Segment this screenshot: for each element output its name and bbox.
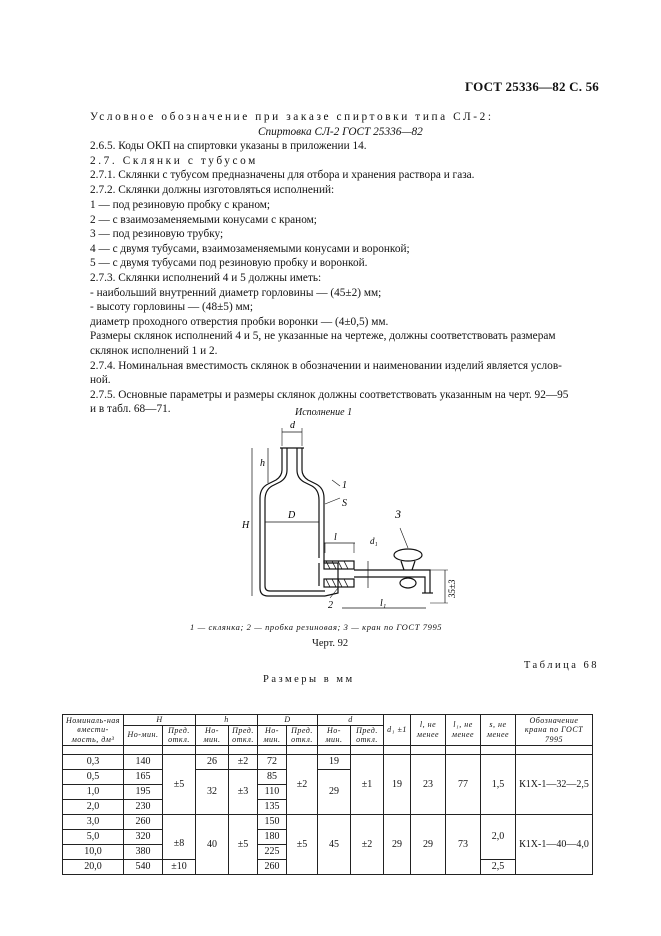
table-cell: ±10 <box>163 859 196 874</box>
table-cell: 380 <box>124 844 163 859</box>
text-line: 3 — под резиновую трубку; <box>90 228 224 241</box>
text-line: 2.6.5. Коды ОКП на спиртовки указаны в приложении 14. <box>90 140 367 153</box>
table-cell <box>318 745 351 754</box>
table-cell: 29 <box>384 814 411 874</box>
table-row <box>63 814 593 829</box>
bottle-outline-right <box>302 448 324 558</box>
th-dev: Пред. откл. <box>163 725 196 745</box>
text-line: 2.7.5. Основные параметры и размеры склянок должны соответствовать указанным на черт. 92—95 <box>90 388 569 401</box>
table-cell: 150 <box>258 814 287 829</box>
table-cell: 2,0 <box>481 814 516 859</box>
text-line: ной. <box>90 374 111 387</box>
table-cell: К1Х-1—40—4,0 <box>516 814 593 874</box>
label-3: 3 <box>395 507 401 521</box>
label-D: D <box>288 510 296 521</box>
table-cell: ±2 <box>351 814 384 874</box>
table-cell <box>446 745 481 754</box>
label-d1: d₁ <box>370 536 378 546</box>
text-line: 2 — с взаимозаменяемыми конусами с краном; <box>90 213 317 226</box>
table-cell: 230 <box>124 799 163 814</box>
text-line: 2.7.1. Склянки с тубусом предназначены для отбора и хранения раствора и газа. <box>90 169 475 182</box>
table-cell: 110 <box>258 784 287 799</box>
table-cell: 0,5 <box>63 769 124 784</box>
th-l: l, не менее <box>411 715 446 746</box>
table-cell: ±2 <box>229 754 258 769</box>
section-heading: 2.7. Склянки с тубусом <box>90 154 258 167</box>
table-cell <box>124 745 163 754</box>
table-cell: 260 <box>124 814 163 829</box>
th-dev: Пред. откл. <box>287 725 318 745</box>
table-cell: 0,3 <box>63 754 124 769</box>
table-cell: 77 <box>446 754 481 814</box>
table-cell: 85 <box>258 769 287 784</box>
table-cell <box>384 745 411 754</box>
page-header: ГОСТ 25336—82 С. 56 <box>465 79 599 94</box>
table-cell: 26 <box>196 754 229 769</box>
th-nom: Но-мин. <box>124 725 163 745</box>
label-s: S <box>342 498 347 509</box>
table-label: Таблица 68 <box>523 660 599 671</box>
table-cell: ±5 <box>163 754 196 814</box>
th-dev: Пред. откл. <box>351 725 384 745</box>
text-line: 2.7.4. Номинальная вместимость склянок в обозначении и наименовании изделий является услов- <box>90 359 562 372</box>
label-1: 1 <box>342 480 347 491</box>
label-d: d <box>290 420 295 431</box>
table-cell: 23 <box>411 754 446 814</box>
text-line: - наибольший внутренний диаметр горловины — (45±2) мм; <box>90 286 382 299</box>
table-cell: 45 <box>318 814 351 874</box>
table-cell: 135 <box>258 799 287 814</box>
table-cell <box>196 745 229 754</box>
table-cell: 3,0 <box>63 814 124 829</box>
table-cell <box>229 745 258 754</box>
table-cell: 1,0 <box>63 784 124 799</box>
text-line: 2.7.3. Склянки исполнений 4 и 5 должны иметь: <box>90 271 322 284</box>
dimensions-table <box>62 714 593 875</box>
th-H: H <box>124 715 196 726</box>
th-h: h <box>196 715 258 726</box>
table-cell: 19 <box>318 754 351 769</box>
table-cell <box>258 745 287 754</box>
th-dev: Пред. откл. <box>229 725 258 745</box>
text-line: 4 — с двумя тубусами, взаимозаменяемыми конусами и воронкой; <box>90 242 410 255</box>
table-cell: 20,0 <box>63 859 124 874</box>
table-cell <box>163 814 196 829</box>
table-cell: 2,0 <box>63 799 124 814</box>
label-l: l <box>334 532 337 543</box>
label-l1: l₁ <box>380 598 387 609</box>
figure-title: Исполнение 1 <box>295 407 353 418</box>
bottle-drawing <box>230 418 490 618</box>
body-text-list <box>90 198 600 417</box>
table-cell: 1,5 <box>481 754 516 814</box>
label-H: H <box>242 520 250 531</box>
figure-caption: Черт. 92 <box>312 638 349 649</box>
table-cell <box>287 745 318 754</box>
text-line: Условное обозначение при заказе спиртовки типа СЛ-2: <box>90 111 494 123</box>
th-crane: Обозначение крана по ГОСТ 7995 <box>516 715 593 746</box>
text-line: 1 — под резиновую пробку с краном; <box>90 199 271 211</box>
th-nom: Но-мин. <box>258 725 287 745</box>
table-cell <box>516 745 593 754</box>
table-cell: 225 <box>258 844 287 859</box>
th-s: s, не менее <box>481 715 516 746</box>
th-D: D <box>258 715 318 726</box>
table-cell: 29 <box>411 814 446 874</box>
table-cell: 10,0 <box>63 844 124 859</box>
text-line: 5 — с двумя тубусами под резиновую пробку и воронкой. <box>90 257 368 270</box>
table-cell: ±3 <box>229 769 258 814</box>
table-cell <box>63 745 124 754</box>
th-nominal: Номиналь-ная вмести-мость, дм³ <box>63 715 124 746</box>
text-line: Размеры склянок исполнений 4 и 5, не указанные на чертеже, должны соответствовать размерам <box>90 330 556 343</box>
th-nom: Но-мин. <box>318 725 351 745</box>
th-d: d <box>318 715 384 726</box>
table-cell: ±2 <box>287 754 318 814</box>
body-text <box>90 110 600 198</box>
table-cell: 180 <box>258 829 287 844</box>
table-cell: 140 <box>124 754 163 769</box>
th-l1: l₁, не менее <box>446 715 481 746</box>
text-line: 2.7.2. Склянки должны изготовляться исполнений: <box>90 183 335 196</box>
table-cell: 195 <box>124 784 163 799</box>
table-cell <box>481 745 516 754</box>
table-cell: 19 <box>384 754 411 814</box>
table-cell: 165 <box>124 769 163 784</box>
table-cell: 260 <box>258 859 287 874</box>
table-cell: К1Х-1—32—2,5 <box>516 754 593 814</box>
th-d1: d₁ ±1 <box>384 715 411 746</box>
label-35: 35±3 <box>447 579 457 598</box>
table-cell: 40 <box>196 814 229 874</box>
table-cell <box>411 745 446 754</box>
table-cell: 32 <box>196 769 229 814</box>
table-cell: ±8 <box>163 829 196 859</box>
label-2: 2 <box>328 600 333 611</box>
figure-legend: 1 — склянка; 2 — пробка резиновая; 3 — кран по ГОСТ 7995 <box>190 622 443 632</box>
table-units: Размеры в мм <box>263 674 355 685</box>
table-cell: ±5 <box>287 814 318 874</box>
table-cell: 540 <box>124 859 163 874</box>
table-cell: 320 <box>124 829 163 844</box>
text-line: и в табл. 68—71. <box>90 403 171 416</box>
text-line: - высоту горловины — (48±5) мм; <box>90 301 253 314</box>
table-cell: ±1 <box>351 754 384 814</box>
table-cell: 29 <box>318 769 351 814</box>
table-cell: 73 <box>446 814 481 874</box>
table-cell <box>163 745 196 754</box>
text-line: склянок исполнений 1 и 2. <box>90 344 218 357</box>
table-cell: 2,5 <box>481 859 516 874</box>
table-cell: 72 <box>258 754 287 769</box>
text-line: диаметр проходного отверстия пробки воронки — (4±0,5) мм. <box>90 315 389 328</box>
table-row <box>63 754 593 769</box>
th-nom: Но-мин. <box>196 725 229 745</box>
text-line: Спиртовка СЛ-2 ГОСТ 25336—82 <box>258 125 423 138</box>
table-cell: 5,0 <box>63 829 124 844</box>
table-cell: ±5 <box>229 814 258 874</box>
table-cell <box>351 745 384 754</box>
label-h: h <box>260 458 265 469</box>
